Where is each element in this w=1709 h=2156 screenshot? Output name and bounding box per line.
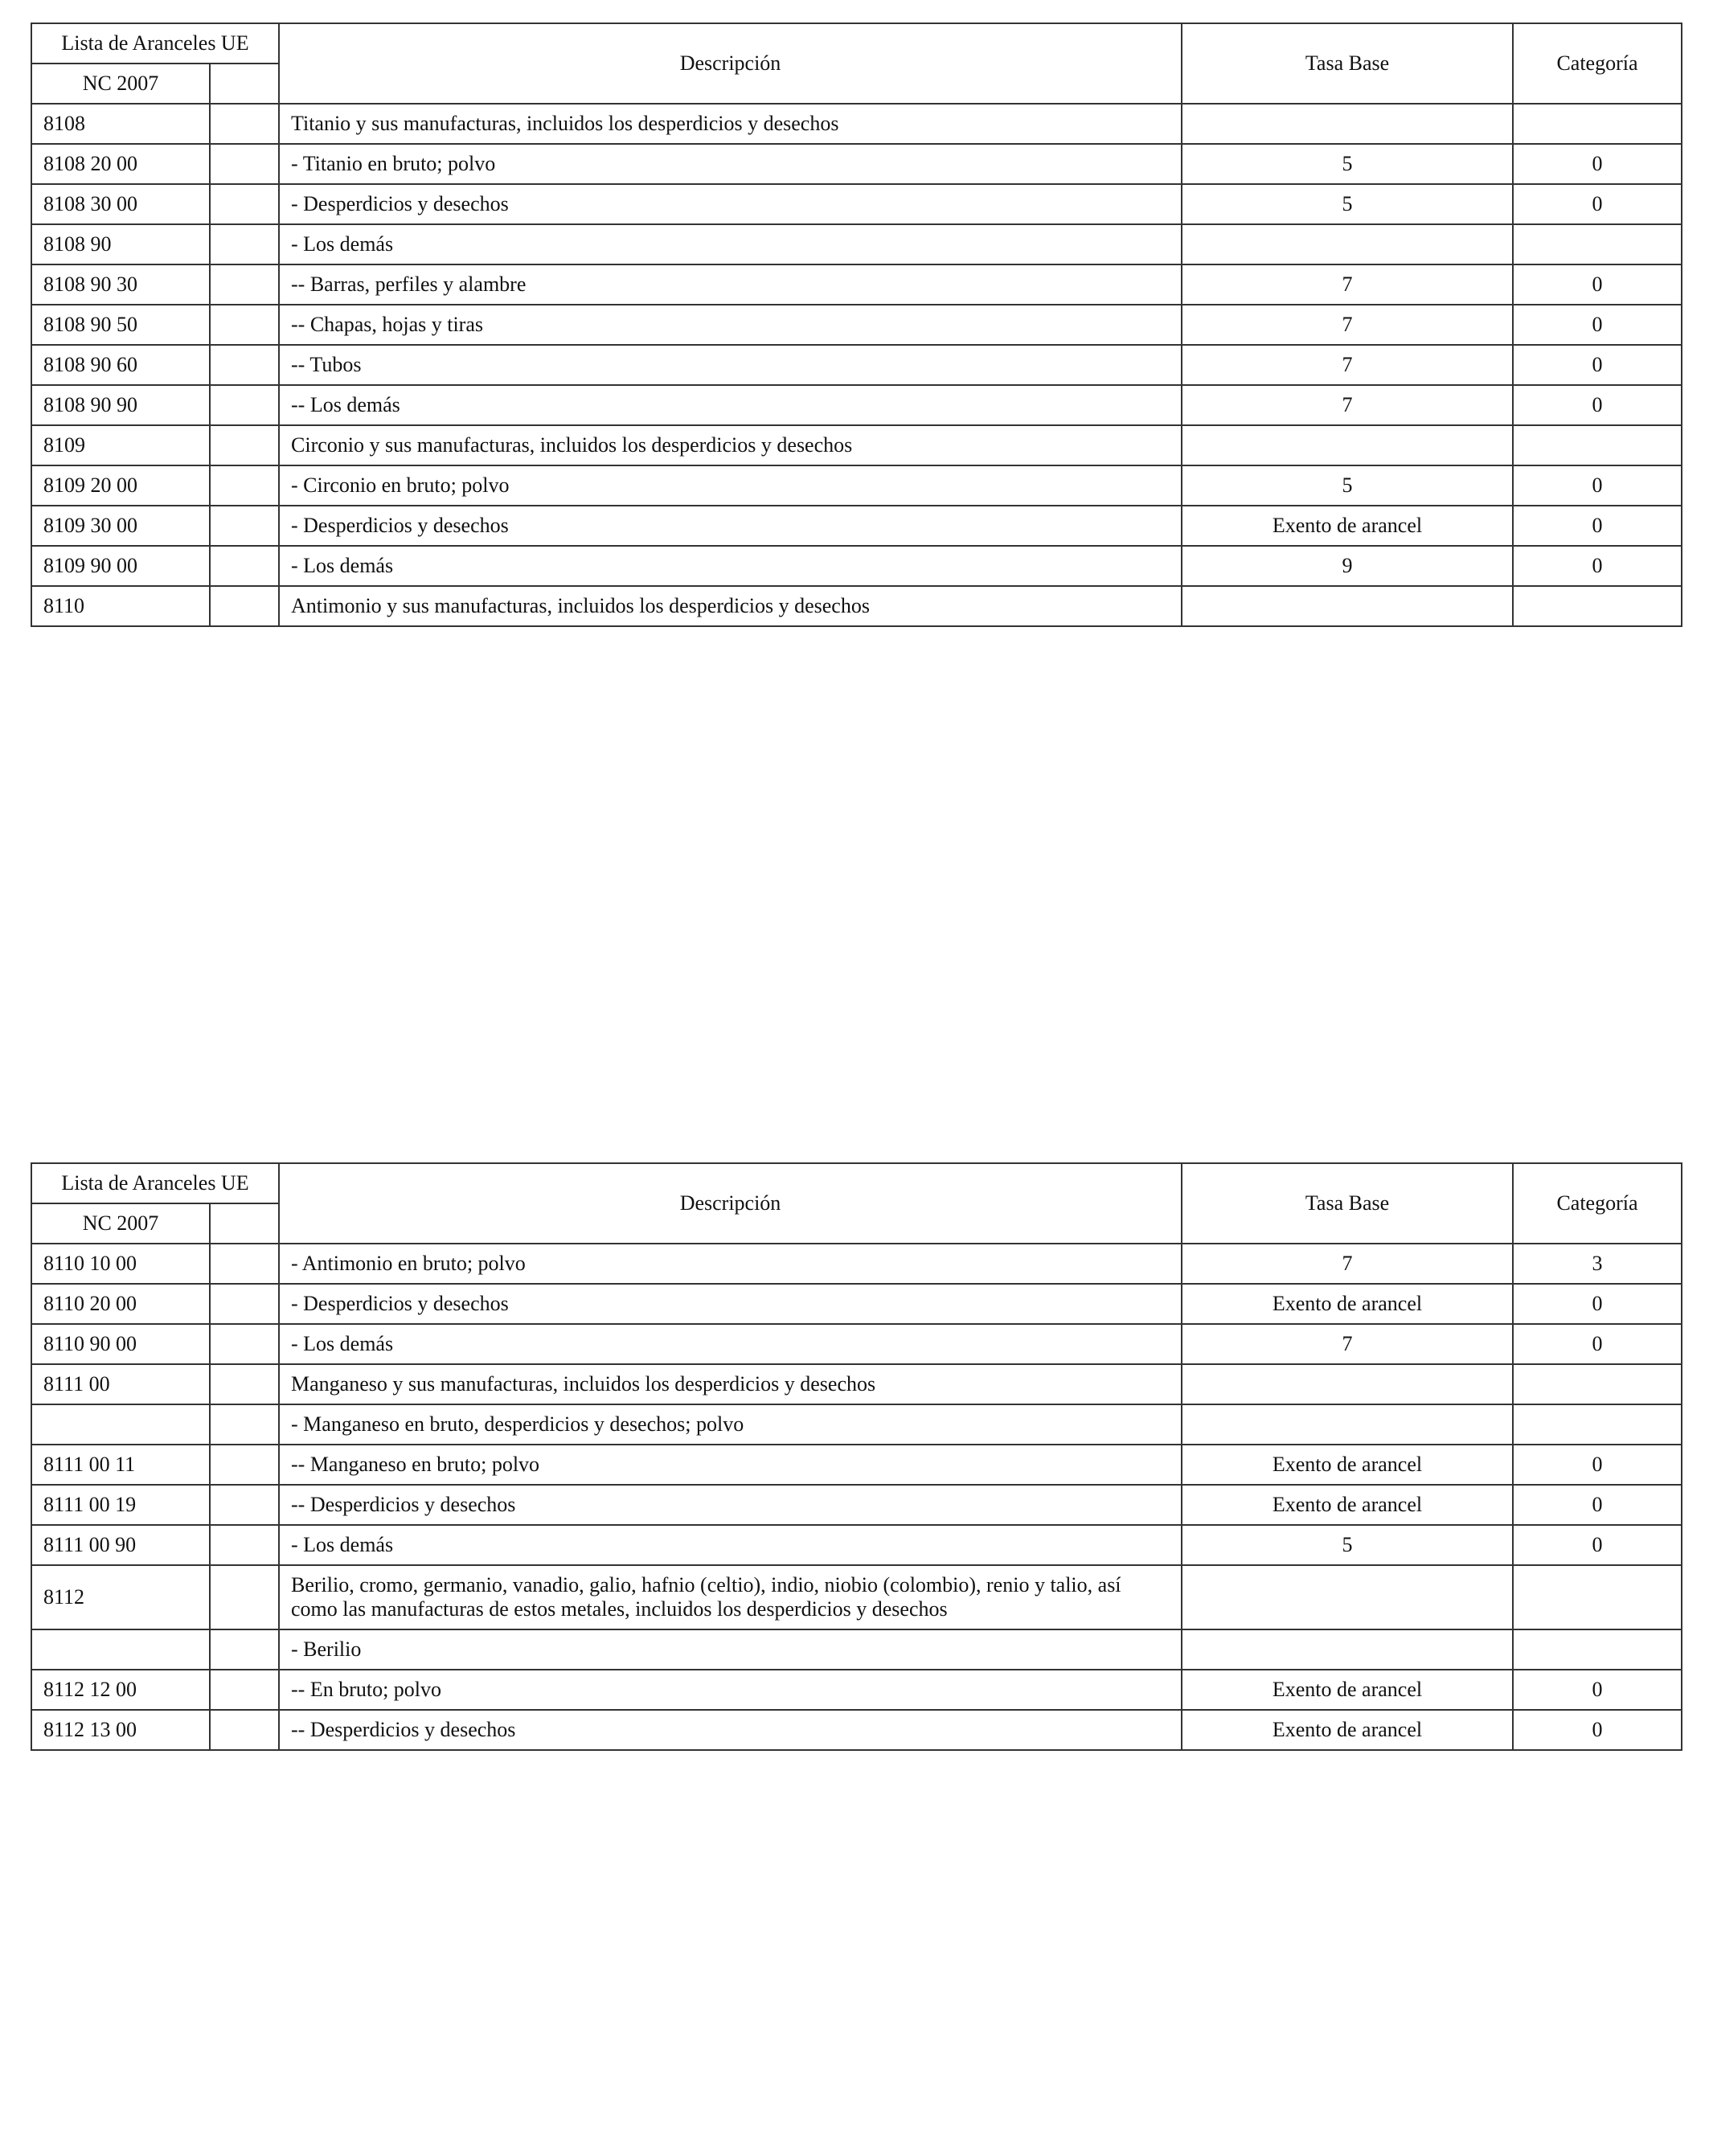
table-row xyxy=(31,385,1682,425)
cell-categoria: 0 xyxy=(1513,1525,1682,1565)
cell-tasa-base xyxy=(1182,1404,1513,1445)
cell-tasa-base: 5 xyxy=(1182,144,1513,184)
cell-nc-code: 8111 00 19 xyxy=(31,1485,210,1525)
cell-nc-code: 8108 xyxy=(31,104,210,144)
header-lista: Lista de Aranceles UE xyxy=(31,23,279,64)
cell-tasa-base xyxy=(1182,1565,1513,1629)
table-row xyxy=(31,345,1682,385)
cell-empty xyxy=(210,1364,279,1404)
table-row xyxy=(31,104,1682,144)
cell-empty xyxy=(210,1404,279,1445)
cell-empty xyxy=(210,385,279,425)
cell-tasa-base xyxy=(1182,104,1513,144)
cell-empty xyxy=(210,1565,279,1629)
table-row xyxy=(31,1629,1682,1670)
cell-categoria: 0 xyxy=(1513,345,1682,385)
cell-empty xyxy=(210,305,279,345)
cell-descripcion: - Titanio en bruto; polvo xyxy=(279,144,1182,184)
cell-tasa-base xyxy=(1182,425,1513,465)
cell-nc-code: 8109 30 00 xyxy=(31,506,210,546)
cell-descripcion: Titanio y sus manufacturas, incluidos los desperdicios y desechos xyxy=(279,104,1182,144)
cell-nc-code: 8108 20 00 xyxy=(31,144,210,184)
cell-descripcion: -- Desperdicios y desechos xyxy=(279,1485,1182,1525)
cell-tasa-base: 5 xyxy=(1182,465,1513,506)
cell-nc-code: 8110 10 00 xyxy=(31,1244,210,1284)
cell-categoria xyxy=(1513,1629,1682,1670)
cell-categoria: 0 xyxy=(1513,144,1682,184)
cell-nc-code: 8108 90 60 xyxy=(31,345,210,385)
cell-tasa-base: Exento de arancel xyxy=(1182,1670,1513,1710)
cell-nc-code: 8110 xyxy=(31,586,210,626)
cell-nc-code: 8108 90 90 xyxy=(31,385,210,425)
cell-categoria: 0 xyxy=(1513,506,1682,546)
cell-categoria: 0 xyxy=(1513,546,1682,586)
cell-categoria: 0 xyxy=(1513,1710,1682,1750)
cell-categoria: 0 xyxy=(1513,1485,1682,1525)
table-header xyxy=(31,1163,1682,1244)
cell-empty xyxy=(210,224,279,264)
cell-tasa-base: 7 xyxy=(1182,385,1513,425)
cell-nc-code: 8112 xyxy=(31,1565,210,1629)
cell-descripcion: -- Barras, perfiles y alambre xyxy=(279,264,1182,305)
cell-descripcion: -- Desperdicios y desechos xyxy=(279,1710,1182,1750)
table-row xyxy=(31,1404,1682,1445)
cell-empty xyxy=(210,1445,279,1485)
cell-descripcion: Manganeso y sus manufacturas, incluidos los desperdicios y desechos xyxy=(279,1364,1182,1404)
cell-nc-code: 8112 13 00 xyxy=(31,1710,210,1750)
cell-tasa-base: 7 xyxy=(1182,1324,1513,1364)
table-row xyxy=(31,1710,1682,1750)
cell-empty xyxy=(210,1284,279,1324)
cell-nc-code: 8110 20 00 xyxy=(31,1284,210,1324)
cell-empty xyxy=(210,586,279,626)
cell-tasa-base: Exento de arancel xyxy=(1182,1284,1513,1324)
cell-nc-code: 8109 20 00 xyxy=(31,465,210,506)
cell-descripcion: - Los demás xyxy=(279,1525,1182,1565)
cell-empty xyxy=(210,1710,279,1750)
cell-empty xyxy=(210,1629,279,1670)
table-row xyxy=(31,184,1682,224)
cell-nc-code: 8109 xyxy=(31,425,210,465)
cell-categoria: 0 xyxy=(1513,184,1682,224)
cell-empty xyxy=(210,1244,279,1284)
cell-empty xyxy=(210,1485,279,1525)
table-row xyxy=(31,546,1682,586)
cell-nc-code: 8108 30 00 xyxy=(31,184,210,224)
tariff-table-1 xyxy=(31,23,1682,627)
cell-descripcion: - Circonio en bruto; polvo xyxy=(279,465,1182,506)
cell-categoria: 0 xyxy=(1513,385,1682,425)
table-row xyxy=(31,465,1682,506)
cell-descripcion: -- Tubos xyxy=(279,345,1182,385)
table-row xyxy=(31,1445,1682,1485)
header-nc-2007: NC 2007 xyxy=(31,64,210,104)
header-tasa-base: Tasa Base xyxy=(1182,1163,1513,1244)
table-row xyxy=(31,1565,1682,1629)
cell-empty xyxy=(210,144,279,184)
cell-tasa-base: 7 xyxy=(1182,1244,1513,1284)
table-row xyxy=(31,425,1682,465)
cell-descripcion: Berilio, cromo, germanio, vanadio, galio, hafnio (celtio), indio, niobio (colombio), renio y talio, así como las manufacturas de estos metales, incluidos los desperdicios y desechos xyxy=(279,1565,1182,1629)
cell-descripcion: - Los demás xyxy=(279,546,1182,586)
table-row xyxy=(31,1244,1682,1284)
cell-descripcion: -- En bruto; polvo xyxy=(279,1670,1182,1710)
cell-tasa-base xyxy=(1182,586,1513,626)
header-nc-2007: NC 2007 xyxy=(31,1203,210,1244)
cell-descripcion: -- Chapas, hojas y tiras xyxy=(279,305,1182,345)
cell-categoria xyxy=(1513,224,1682,264)
cell-nc-code: 8112 12 00 xyxy=(31,1670,210,1710)
cell-nc-code xyxy=(31,1629,210,1670)
cell-tasa-base: Exento de arancel xyxy=(1182,1710,1513,1750)
cell-nc-code: 8108 90 xyxy=(31,224,210,264)
cell-empty xyxy=(210,1670,279,1710)
table-row xyxy=(31,506,1682,546)
cell-descripcion: - Los demás xyxy=(279,224,1182,264)
cell-tasa-base xyxy=(1182,1364,1513,1404)
table-row xyxy=(31,144,1682,184)
cell-descripcion: Circonio y sus manufacturas, incluidos los desperdicios y desechos xyxy=(279,425,1182,465)
cell-tasa-base xyxy=(1182,1629,1513,1670)
cell-empty xyxy=(210,1525,279,1565)
cell-empty xyxy=(210,546,279,586)
cell-categoria: 0 xyxy=(1513,465,1682,506)
table-row xyxy=(31,586,1682,626)
cell-descripcion: -- Los demás xyxy=(279,385,1182,425)
cell-descripcion: - Antimonio en bruto; polvo xyxy=(279,1244,1182,1284)
table-row xyxy=(31,264,1682,305)
cell-categoria xyxy=(1513,586,1682,626)
cell-descripcion: - Desperdicios y desechos xyxy=(279,506,1182,546)
cell-descripcion: - Desperdicios y desechos xyxy=(279,184,1182,224)
header-descripcion: Descripción xyxy=(279,23,1182,104)
cell-descripcion: Antimonio y sus manufacturas, incluidos los desperdicios y desechos xyxy=(279,586,1182,626)
cell-categoria xyxy=(1513,1565,1682,1629)
header-descripcion: Descripción xyxy=(279,1163,1182,1244)
table-row xyxy=(31,1284,1682,1324)
cell-empty xyxy=(210,506,279,546)
cell-tasa-base: 5 xyxy=(1182,1525,1513,1565)
cell-categoria: 0 xyxy=(1513,1445,1682,1485)
cell-tasa-base: 7 xyxy=(1182,264,1513,305)
cell-categoria: 0 xyxy=(1513,1670,1682,1710)
cell-empty xyxy=(210,345,279,385)
cell-descripcion: - Desperdicios y desechos xyxy=(279,1284,1182,1324)
header-tasa-base: Tasa Base xyxy=(1182,23,1513,104)
table-row xyxy=(31,224,1682,264)
table-body xyxy=(31,1244,1682,1750)
cell-empty xyxy=(210,104,279,144)
cell-tasa-base: 7 xyxy=(1182,345,1513,385)
cell-nc-code: 8108 90 30 xyxy=(31,264,210,305)
cell-tasa-base xyxy=(1182,224,1513,264)
cell-tasa-base: Exento de arancel xyxy=(1182,506,1513,546)
cell-descripcion: - Los demás xyxy=(279,1324,1182,1364)
cell-tasa-base: 9 xyxy=(1182,546,1513,586)
table-row xyxy=(31,1525,1682,1565)
header-empty-cell xyxy=(210,64,279,104)
cell-categoria: 3 xyxy=(1513,1244,1682,1284)
cell-tasa-base: 7 xyxy=(1182,305,1513,345)
cell-nc-code: 8108 90 50 xyxy=(31,305,210,345)
header-empty-cell xyxy=(210,1203,279,1244)
cell-categoria xyxy=(1513,1404,1682,1445)
cell-categoria: 0 xyxy=(1513,1284,1682,1324)
table-header xyxy=(31,23,1682,104)
cell-descripcion: -- Manganeso en bruto; polvo xyxy=(279,1445,1182,1485)
cell-categoria xyxy=(1513,1364,1682,1404)
table-row xyxy=(31,305,1682,345)
cell-nc-code: 8111 00 11 xyxy=(31,1445,210,1485)
cell-tasa-base: Exento de arancel xyxy=(1182,1445,1513,1485)
cell-nc-code: 8111 00 xyxy=(31,1364,210,1404)
cell-categoria: 0 xyxy=(1513,1324,1682,1364)
header-lista: Lista de Aranceles UE xyxy=(31,1163,279,1203)
cell-nc-code xyxy=(31,1404,210,1445)
cell-categoria xyxy=(1513,104,1682,144)
cell-categoria: 0 xyxy=(1513,264,1682,305)
cell-categoria: 0 xyxy=(1513,305,1682,345)
cell-empty xyxy=(210,465,279,506)
cell-descripcion: - Manganeso en bruto, desperdicios y desechos; polvo xyxy=(279,1404,1182,1445)
cell-empty xyxy=(210,264,279,305)
header-categoria: Categoría xyxy=(1513,23,1682,104)
cell-empty xyxy=(210,425,279,465)
cell-categoria xyxy=(1513,425,1682,465)
cell-descripcion: - Berilio xyxy=(279,1629,1182,1670)
header-categoria: Categoría xyxy=(1513,1163,1682,1244)
cell-nc-code: 8109 90 00 xyxy=(31,546,210,586)
table-row xyxy=(31,1324,1682,1364)
table-row xyxy=(31,1485,1682,1525)
cell-nc-code: 8110 90 00 xyxy=(31,1324,210,1364)
cell-tasa-base: Exento de arancel xyxy=(1182,1485,1513,1525)
cell-empty xyxy=(210,184,279,224)
table-row xyxy=(31,1364,1682,1404)
cell-nc-code: 8111 00 90 xyxy=(31,1525,210,1565)
cell-empty xyxy=(210,1324,279,1364)
table-row xyxy=(31,1670,1682,1710)
cell-tasa-base: 5 xyxy=(1182,184,1513,224)
tariff-table-2 xyxy=(31,1162,1682,1751)
table-body xyxy=(31,104,1682,626)
